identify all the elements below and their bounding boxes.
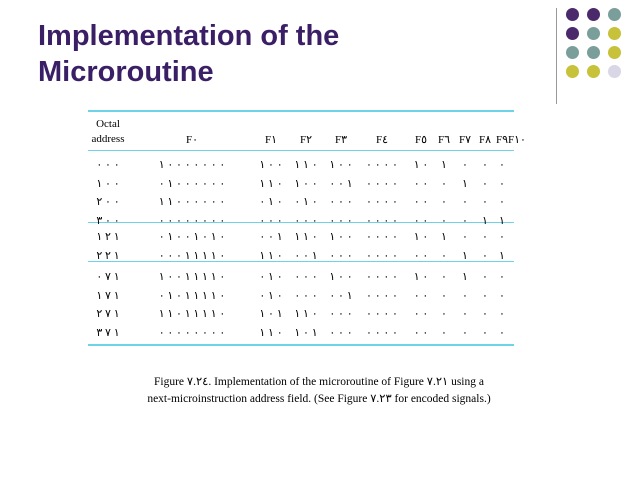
address-cell: ١ ٧ ١ — [96, 289, 120, 302]
figure-caption-line-2: next-microinstruction address field. (See Figure ٧.٢٣ for encoded signals.) — [147, 393, 491, 405]
field-cell: ٠ ٠ — [413, 289, 429, 302]
field-cell: ٠ ٠ ٠ ٠ ٠ ٠ ١ ٠ — [158, 177, 226, 190]
field-cell: ٠ — [499, 289, 505, 302]
column-header: F١ — [264, 134, 278, 146]
field-cell: ٠ ١ ١ — [259, 326, 283, 339]
field-cell: ٠ ٠ ٠ ٠ ٠ ٠ ٠ ٠ — [158, 214, 226, 227]
field-cell: ١ — [441, 231, 447, 243]
field-cell: ٠ ٠ ٠ — [294, 271, 318, 283]
field-cell: ٠ ٠ ٠ ٠ ٠ ٠ ٠ ١ — [158, 159, 226, 171]
address-cell: ٠ ٠ ٢ — [96, 196, 120, 208]
decor-dot — [587, 65, 600, 78]
address-cell: ٠ ٠ ٠ — [96, 159, 120, 171]
column-header: F٠ — [185, 134, 199, 146]
field-cell: ٠ ١ ٠ ١ ٠ ٠ ١ ٠ — [158, 231, 226, 243]
field-cell: ٠ ٠ — [413, 326, 429, 339]
field-cell: ٠ ١ ٠ — [294, 196, 318, 208]
field-cell: ١ — [441, 159, 447, 171]
field-cell: ٠ ٠ ٠ — [294, 289, 318, 302]
field-cell: ٠ — [499, 177, 505, 190]
field-cell: ٠ — [462, 326, 468, 339]
field-cell: ٠ ٠ ٠ — [329, 196, 353, 208]
field-cell: ٠ ٠ ٠ ٠ — [366, 289, 398, 302]
field-cell: ١ — [499, 249, 505, 262]
field-cell: ١ ٠ ٠ — [259, 231, 283, 243]
field-cell: ٠ — [482, 271, 488, 283]
field-cell: ١ — [462, 271, 468, 283]
field-cell: ٠ ١ ١ — [259, 249, 283, 262]
field-cell: ١ ٠ ٠ — [329, 289, 353, 302]
field-cell: ٠ — [499, 159, 505, 171]
field-cell: ٠ ٠ ٠ ٠ — [366, 249, 398, 262]
field-cell: ٠ — [441, 214, 447, 227]
address-cell: ١ ٧ ٣ — [96, 326, 120, 339]
field-cell: ٠ ٠ ١ — [329, 231, 353, 243]
field-cell: ٠ ٠ ٠ ٠ — [366, 177, 398, 190]
column-header: F٨ — [478, 134, 492, 146]
field-cell: ٠ ٠ ٠ ٠ ٠ ٠ ٠ ٠ — [158, 326, 226, 339]
field-cell: ٠ ١ ١ ١ ١ ٠ ٠ ٠ — [158, 249, 226, 262]
column-header: F٧ — [458, 134, 472, 146]
field-cell: ٠ — [441, 308, 447, 320]
divider-line — [556, 8, 557, 104]
field-cell: ٠ ١ ٠ — [259, 289, 283, 302]
column-header: F٢ — [299, 134, 313, 146]
decor-dot — [566, 46, 579, 59]
field-cell: ٠ ١ ١ — [294, 159, 318, 171]
field-cell: ٠ ١ ١ ١ ١ ٠ ١ ١ — [158, 308, 226, 320]
field-cell: ٠ — [462, 308, 468, 320]
field-cell: ٠ ١ ١ — [294, 308, 318, 320]
field-cell: ٠ ١ — [413, 159, 429, 171]
address-cell: ١ ٧ ٠ — [96, 271, 120, 283]
field-cell: ٠ — [482, 177, 488, 190]
decor-dot — [566, 8, 579, 21]
field-cell: ٠ ٠ ٠ — [294, 214, 318, 227]
decor-dot — [608, 65, 621, 78]
field-cell: ٠ — [482, 231, 488, 243]
field-cell: ٠ ٠ ١ — [294, 177, 318, 190]
field-cell: ٠ — [499, 271, 505, 283]
decor-dot — [587, 8, 600, 21]
field-cell: ٠ — [462, 231, 468, 243]
address-cell: ٠ ٠ ١ — [96, 177, 120, 190]
field-cell: ٠ — [482, 289, 488, 302]
microroutine-table — [88, 110, 526, 348]
field-cell: ١ ٠ ٠ — [329, 177, 353, 190]
field-cell: ٠ — [462, 289, 468, 302]
field-cell: ١ — [462, 249, 468, 262]
field-cell: ٠ ٠ ٠ ٠ — [366, 214, 398, 227]
field-cell: ٠ ١ ١ — [259, 177, 283, 190]
field-cell: ٠ ١ ١ ١ ١ ٠ ١ ٠ — [158, 289, 226, 302]
decor-dot — [566, 65, 579, 78]
field-cell: ٠ — [441, 196, 447, 208]
header-address: address — [91, 133, 125, 145]
field-cell: ٠ ١ ١ — [294, 231, 318, 243]
field-cell: ٠ ٠ ٠ — [329, 326, 353, 339]
field-cell: ٠ ٠ ٠ ٠ — [366, 326, 398, 339]
column-header: F٣ — [334, 134, 348, 146]
field-cell: ٠ — [482, 196, 488, 208]
field-cell: ٠ — [482, 326, 488, 339]
field-cell: ٠ — [441, 326, 447, 339]
field-cell: ٠ — [441, 177, 447, 190]
field-cell: ٠ ٠ ٠ — [259, 214, 283, 227]
field-cell: ٠ — [482, 308, 488, 320]
field-cell: ١ — [482, 214, 488, 227]
field-cell: ٠ — [482, 249, 488, 262]
column-header: F١٠ — [508, 134, 526, 146]
field-cell: ٠ — [462, 196, 468, 208]
slide-title — [38, 18, 339, 90]
field-cell: ٠ ١ — [413, 271, 429, 283]
column-header: F٥ — [414, 134, 428, 146]
decor-dot — [587, 46, 600, 59]
field-cell: ٠ ٠ — [413, 196, 429, 208]
field-cell: ٠ ٠ ٠ ٠ — [366, 271, 398, 283]
field-cell: ٠ ٠ ٠ — [329, 308, 353, 320]
address-cell: ١ ٢ ١ — [96, 231, 120, 243]
decor-dot — [608, 27, 621, 40]
field-cell: ٠ ٠ ٠ ٠ ٠ ٠ ١ ١ — [158, 196, 226, 208]
field-cell: ٠ ٠ ٠ ٠ — [366, 231, 398, 243]
field-cell: ١ ٠ ١ — [294, 326, 318, 339]
field-cell: ٠ ٠ ١ — [259, 159, 283, 171]
field-cell: ٠ — [499, 326, 505, 339]
field-cell: ٠ ٠ ٠ ٠ — [366, 196, 398, 208]
field-cell: ٠ ٠ — [413, 249, 429, 262]
field-cell: ٠ — [462, 159, 468, 171]
column-header: F٤ — [375, 134, 389, 146]
field-cell: ٠ ٠ ١ — [329, 271, 353, 283]
header-octal: Octal — [96, 118, 120, 130]
field-cell: ٠ ١ — [413, 231, 429, 243]
field-cell: ٠ ٠ ٠ — [329, 249, 353, 262]
field-cell: ١ — [499, 214, 505, 227]
column-header: F٩ — [495, 134, 509, 146]
table-rule — [88, 110, 514, 112]
field-cell: ١ ٠ ٠ — [294, 249, 318, 262]
field-cell: ٠ ٠ — [413, 308, 429, 320]
field-cell: ٠ ١ ٠ — [259, 196, 283, 208]
decor-dot — [608, 46, 621, 59]
address-cell: ١ ٢ ٢ — [96, 249, 120, 262]
field-cell: ٠ — [462, 214, 468, 227]
column-header: F٦ — [437, 134, 451, 146]
field-cell: ٠ ٠ ٠ — [329, 214, 353, 227]
decor-dot — [566, 27, 579, 40]
field-cell: ٠ ١ ١ ١ ١ ٠ ٠ ١ — [158, 271, 226, 283]
field-cell: ١ — [462, 177, 468, 190]
field-cell: ٠ ٠ ٠ ٠ — [366, 159, 398, 171]
table-rule — [88, 150, 514, 151]
title-line-1: Implementation of the — [38, 20, 340, 52]
field-cell: ٠ ٠ ١ — [329, 159, 353, 171]
decor-dot — [608, 8, 621, 21]
field-cell: ١ ٠ ١ — [259, 308, 283, 320]
field-cell: ٠ ٠ — [413, 214, 429, 227]
table-rule — [88, 344, 514, 346]
field-cell: ٠ — [482, 159, 488, 171]
address-cell: ٠ ٠ ٣ — [96, 214, 120, 227]
decor-dot — [587, 27, 600, 40]
field-cell: ٠ — [499, 196, 505, 208]
field-cell: ٠ — [441, 289, 447, 302]
title-line-2: Microroutine — [38, 56, 214, 88]
figure-caption-line-1: Figure ٧.٢٤. Implementation of the microroutine of Figure ٧.٢١ using a — [154, 376, 484, 388]
field-cell: ٠ — [441, 271, 447, 283]
decorative-dot-grid — [566, 8, 634, 94]
field-cell: ٠ ٠ ٠ ٠ — [366, 308, 398, 320]
field-cell: ٠ — [499, 231, 505, 243]
field-cell: ٠ — [441, 249, 447, 262]
field-cell: ٠ — [499, 308, 505, 320]
address-cell: ١ ٧ ٢ — [96, 308, 120, 320]
field-cell: ٠ ٠ — [413, 177, 429, 190]
field-cell: ٠ ١ ٠ — [259, 271, 283, 283]
